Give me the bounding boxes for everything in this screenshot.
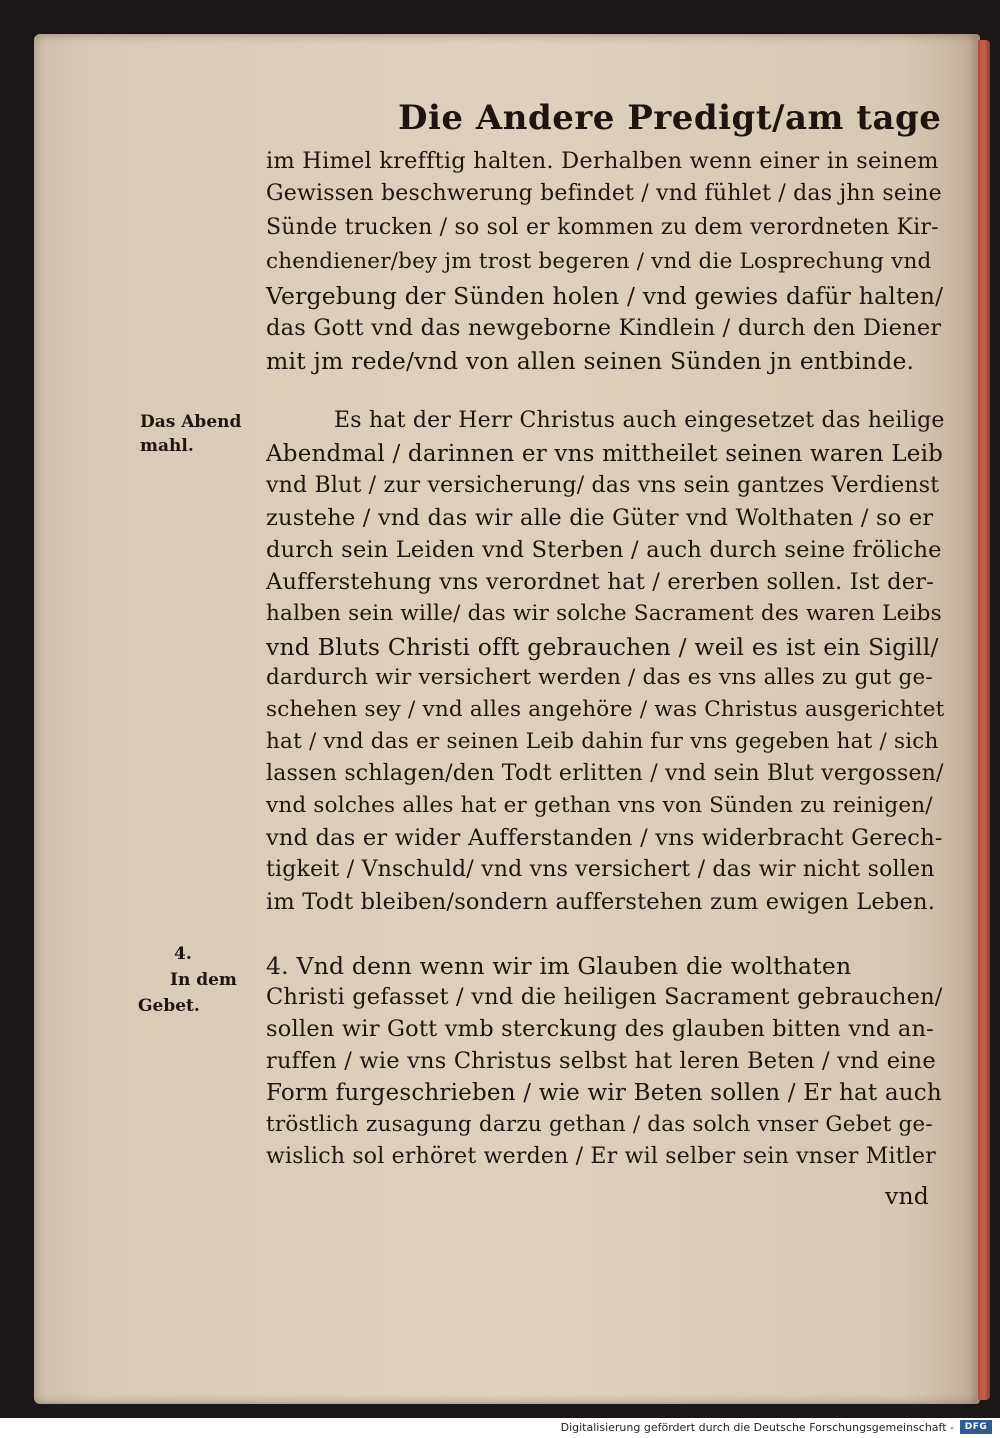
text-line: tröstlich zusagung darzu gethan / das solch vnser Gebet ge- xyxy=(266,1112,933,1137)
text-line: halben sein wille/ das wir solche Sacrament des waren Leibs xyxy=(266,601,942,626)
text-line: mit jm rede/vnd von allen seinen Sünden jn entbinde. xyxy=(266,347,915,375)
text-line: tigkeit / Vnschuld/ vnd vns versichert / das wir nicht sollen xyxy=(266,857,935,882)
text-line: Form furgeschrieben / wie wir Beten sollen / Er hat auch xyxy=(266,1080,942,1106)
text-line: im Himel krefftig halten. Derhalben wenn einer in seinem xyxy=(266,148,939,174)
text-line: Christi gefasset / vnd die heiligen Sacrament gebrauchen/ xyxy=(266,984,943,1010)
page-edge xyxy=(978,40,990,1400)
text-line: vnd Blut / zur versicherung/ das vns sein gantzes Verdienst xyxy=(266,473,940,498)
text-line: Sünde trucken / so sol er kommen zu dem verordneten Kir- xyxy=(266,215,939,240)
text-line: im Todt bleiben/sondern aufferstehen zum ewigen Leben. xyxy=(266,889,936,915)
text-line: vnd das er wider Aufferstanden / vns widerbracht Gerech- xyxy=(266,825,943,851)
text-line: wislich sol erhöret werden / Er wil selber sein vnser Mitler xyxy=(266,1144,936,1169)
text-line: ruffen / wie vns Christus selbst hat leren Beten / vnd eine xyxy=(266,1048,936,1074)
text-line: sollen wir Gott vmb sterckung des glauben bitten vnd an- xyxy=(266,1016,934,1042)
text-line: Abendmal / darinnen er vns mittheilet seinen waren Leib xyxy=(266,441,944,467)
text-line: das Gott vnd das newgeborne Kindlein / durch den Diener xyxy=(266,315,942,341)
text-line: Es hat der Herr Christus auch eingesetzet das heilige xyxy=(334,408,945,433)
text-line: hat / vnd das er seinen Leib dahin fur vns gegeben hat / sich xyxy=(266,729,939,754)
text-line: Vergebung der Sünden holen / vnd gewies dafür halten/ xyxy=(266,282,944,310)
margin-note: Gebet. xyxy=(138,996,200,1016)
margin-note: Das Abend xyxy=(140,412,242,432)
text-line: durch sein Leiden vnd Sterben / auch durch seine fröliche xyxy=(266,537,942,563)
footer-bar xyxy=(0,1418,1000,1438)
text-line: schehen sey / vnd alles angehöre / was Christus ausgerichtet xyxy=(266,697,945,722)
margin-note: 4. xyxy=(174,944,192,964)
text-line: 4. Vnd denn wenn wir im Glauben die wolthaten xyxy=(266,952,852,980)
text-line: Gewissen beschwerung befindet / vnd fühlet / das jhn seine xyxy=(266,181,942,206)
running-head: Die Andere Predigt/am tage xyxy=(398,98,942,138)
text-line: zustehe / vnd das wir alle die Güter vnd Wolthaten / so er xyxy=(266,505,934,531)
text-line: dardurch wir versichert werden / das es vns alles zu gut ge- xyxy=(266,665,933,690)
dfg-logo[interactable]: DFG xyxy=(960,1420,992,1434)
catchword: vnd xyxy=(885,1182,930,1210)
text-line: lassen schlagen/den Todt erlitten / vnd sein Blut vergossen/ xyxy=(266,761,944,786)
text-line: Aufferstehung vns verordnet hat / ererben sollen. Ist der- xyxy=(266,569,935,595)
margin-note: In dem xyxy=(170,970,237,990)
text-line: vnd solches alles hat er gethan vns von Sünden zu reinigen/ xyxy=(266,793,933,818)
text-line: vnd Bluts Christi offt gebrauchen / weil es ist ein Sigill/ xyxy=(266,633,939,661)
margin-note: mahl. xyxy=(140,436,194,456)
funding-credit: Digitalisierung gefördert durch die Deutsche Forschungsgemeinschaft - xyxy=(560,1421,954,1434)
text-line: chendiener/bey jm trost begeren / vnd die Losprechung vnd xyxy=(266,249,932,274)
